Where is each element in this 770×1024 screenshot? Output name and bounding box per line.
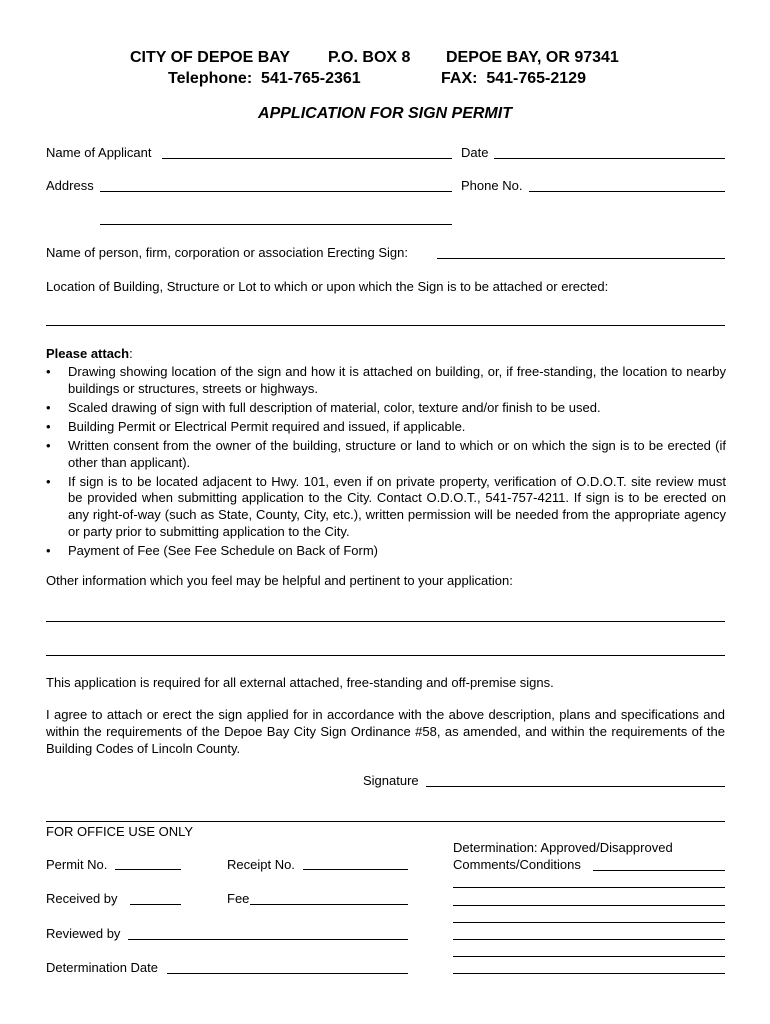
comments-label: Comments/Conditions <box>453 857 581 872</box>
address-label: Address <box>46 178 94 193</box>
list-item <box>46 419 726 436</box>
attach-item-text: Drawing showing location of the sign and how it is attached on building, or, if free-standing, the location to nearby buildings or structures, streets or highways. <box>68 364 726 396</box>
bullet-icon: • <box>46 399 51 415</box>
signature-field[interactable] <box>426 786 725 787</box>
permit-no-label: Permit No. <box>46 857 108 872</box>
comments-field-6[interactable] <box>453 956 725 957</box>
bullet-icon: • <box>46 542 51 558</box>
determination-label: Determination: Approved/Disapproved <box>453 840 673 855</box>
bullet-icon: • <box>46 473 51 489</box>
received-by-field[interactable] <box>130 904 181 905</box>
attach-item-text: Scaled drawing of sign with full description of material, color, texture and/or finish to be used. <box>68 399 601 415</box>
location-field[interactable] <box>46 325 725 326</box>
agreement-text: I agree to attach or erect the sign applied for in accordance with the above description, plans and specifications and within the requirements of the Depoe Bay City Sign Ordinance #58, as amended, and within the requirements of the Building Codes of Lincoln County. <box>46 707 725 756</box>
erector-field[interactable] <box>437 258 725 259</box>
fee-field[interactable] <box>250 904 408 905</box>
list-item <box>46 400 726 417</box>
office-divider <box>46 821 725 822</box>
signature-label: Signature <box>363 773 419 788</box>
attach-heading-text: Please attach <box>46 346 130 361</box>
telephone: Telephone: 541-765-2361 <box>168 70 361 87</box>
attach-item-text: Building Permit or Electrical Permit required and issued, if applicable. <box>68 418 466 434</box>
address-field[interactable] <box>100 191 452 192</box>
date-field[interactable] <box>494 158 725 159</box>
attach-heading-colon: : <box>129 346 133 361</box>
phone-label: Phone No. <box>461 178 523 193</box>
bullet-icon: • <box>46 418 51 434</box>
other-info-label: Other information which you feel may be helpful and pertinent to your application: <box>46 573 513 588</box>
city-name: CITY OF DEPOE BAY <box>130 49 291 66</box>
other-info-field-1[interactable] <box>46 621 725 622</box>
comments-field-1[interactable] <box>593 870 725 871</box>
form-title: APPLICATION FOR SIGN PERMIT <box>258 105 512 122</box>
other-info-field-2[interactable] <box>46 655 725 656</box>
fax: FAX: 541-765-2129 <box>441 70 586 87</box>
required-note: This application is required for all external attached, free-standing and off-premise signs. <box>46 675 554 690</box>
city-state-zip: DEPOE BAY, OR 97341 <box>446 49 619 66</box>
receipt-no-field[interactable] <box>303 869 408 870</box>
comments-field-4[interactable] <box>453 922 725 923</box>
location-label: Location of Building, Structure or Lot to which or upon which the Sign is to be attached or erected: <box>46 279 609 294</box>
received-by-label: Received by <box>46 891 118 906</box>
address-line-2-field[interactable] <box>100 224 452 225</box>
po-box: P.O. BOX 8 <box>328 49 411 66</box>
attach-item-text: Payment of Fee (See Fee Schedule on Back of Form) <box>68 542 378 558</box>
attach-item-text: If sign is to be located adjacent to Hwy. 101, even if on private property, verification of O.D.O.T. site review must be provided when submitting application to the City. Contact O.D.O.T., 541-757-4211. If sign is to be erected on any right-of-way (such as State, County, City, etc.), written permission will be needed from the appropriate agency or party prior to submitting application to the City. <box>68 473 726 539</box>
applicant-label: Name of Applicant <box>46 145 152 160</box>
receipt-no-label: Receipt No. <box>227 857 295 872</box>
comments-field-7[interactable] <box>453 973 725 974</box>
list-item <box>46 364 726 398</box>
phone-field[interactable] <box>529 191 725 192</box>
reviewed-by-label: Reviewed by <box>46 926 121 941</box>
fee-label: Fee <box>227 891 250 906</box>
applicant-name-field[interactable] <box>162 158 452 159</box>
list-item <box>46 543 726 560</box>
office-heading: FOR OFFICE USE ONLY <box>46 824 194 839</box>
bullet-icon: • <box>46 364 51 379</box>
attach-item-text: Written consent from the owner of the building, structure or land to which or on which the sign is to be erected (if other than applicant). <box>68 437 726 470</box>
list-item <box>46 438 726 472</box>
determination-date-label: Determination Date <box>46 960 158 975</box>
permit-no-field[interactable] <box>115 869 181 870</box>
bullet-icon: • <box>46 437 51 453</box>
comments-field-3[interactable] <box>453 905 725 906</box>
attachment-list <box>46 364 726 562</box>
comments-field-2[interactable] <box>453 887 725 888</box>
erector-label: Name of person, firm, corporation or association Erecting Sign: <box>46 245 409 260</box>
list-item <box>46 474 726 541</box>
comments-field-5[interactable] <box>453 939 725 940</box>
attach-heading <box>46 346 133 362</box>
date-label: Date <box>461 145 489 160</box>
reviewed-by-field[interactable] <box>128 939 408 940</box>
determination-date-field[interactable] <box>167 973 408 974</box>
